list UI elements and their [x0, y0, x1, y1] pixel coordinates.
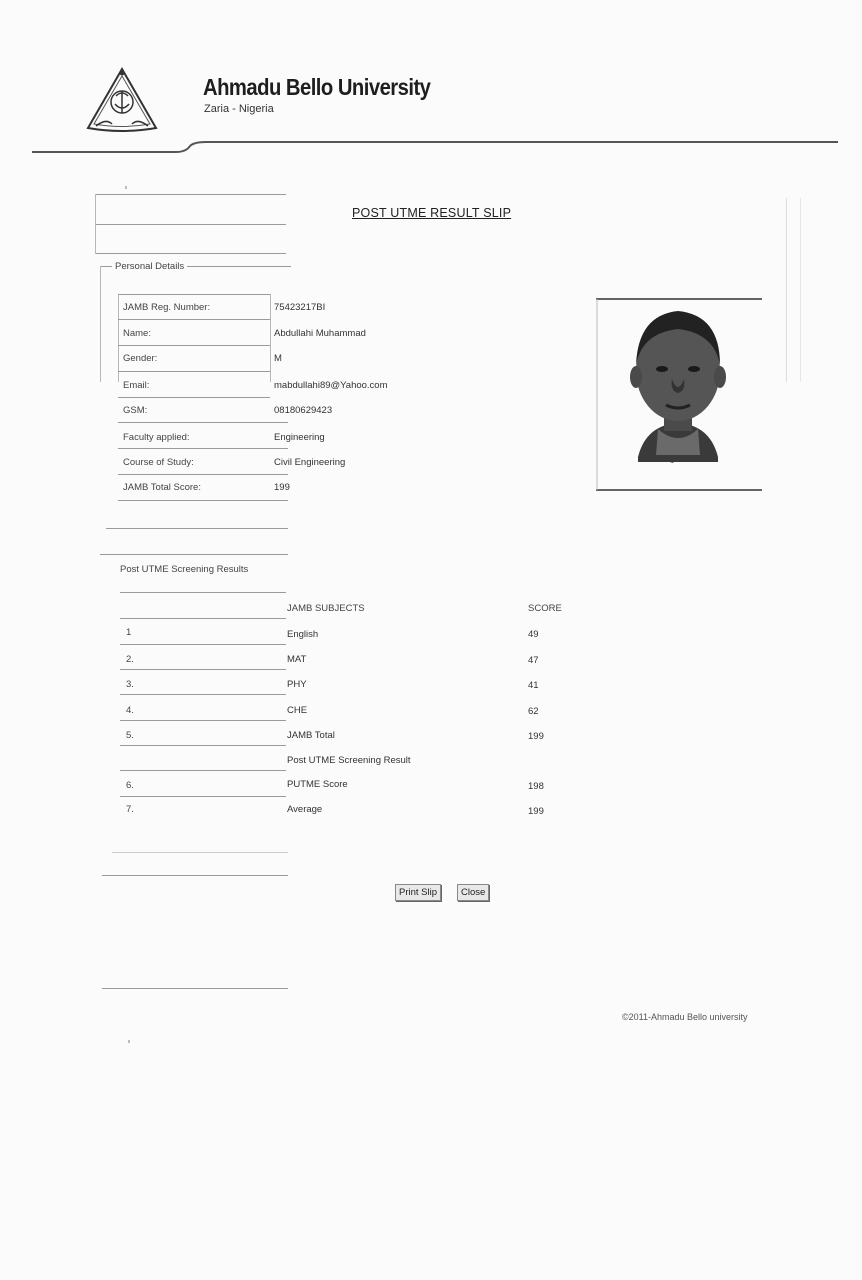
row-num: 6. — [126, 780, 134, 791]
print-slip-button[interactable]: Print Slip — [395, 884, 441, 901]
subject-score: 199 — [528, 731, 544, 742]
divider — [102, 875, 288, 876]
row-num: 5. — [126, 730, 134, 741]
subject-name: JAMB Total — [287, 730, 335, 741]
divider — [96, 253, 286, 254]
divider — [96, 224, 286, 225]
divider — [96, 194, 286, 195]
table-border — [118, 294, 270, 295]
subject-score: 47 — [528, 655, 539, 666]
header-divider — [0, 136, 862, 166]
close-button[interactable]: Close — [457, 884, 489, 901]
subject-score: 49 — [528, 629, 539, 640]
row-label-jamb-total: JAMB Total Score: — [123, 482, 201, 493]
subject-score: 198 — [528, 781, 544, 792]
row-num: 4. — [126, 705, 134, 716]
row-label-jamb-reg: JAMB Reg. Number: — [123, 302, 211, 313]
table-border — [270, 294, 271, 382]
subject-name: PUTME Score — [287, 779, 348, 790]
slip-title: POST UTME RESULT SLIP — [352, 206, 512, 220]
university-location: Zaria - Nigeria — [204, 103, 274, 115]
row-label-email: Email: — [123, 380, 150, 391]
subject-name: CHE — [287, 705, 308, 716]
row-value-gender: M — [274, 353, 282, 364]
row-label-faculty: Faculty applied: — [123, 432, 190, 443]
divider — [102, 988, 288, 989]
screening-results-label: Post UTME Screening Results — [117, 564, 251, 575]
divider — [112, 852, 288, 853]
col-header-subjects: JAMB SUBJECTS — [287, 603, 365, 614]
subject-score: 199 — [528, 806, 544, 817]
row-num: 1 — [126, 627, 132, 638]
subject-name: PHY — [287, 679, 307, 690]
row-value-faculty: Engineering — [274, 432, 325, 443]
row-value-jamb-total: 199 — [274, 482, 290, 493]
row-value-course: Civil Engineering — [274, 457, 346, 468]
col-header-score: SCORE — [528, 603, 562, 614]
subject-score: 62 — [528, 706, 539, 717]
fieldset-border — [100, 266, 101, 382]
row-label-gender: Gender: — [123, 353, 158, 364]
screening-subheading: Post UTME Screening Result — [287, 755, 411, 766]
copyright-footer: ©2011-Ahmadu Bello university — [622, 1012, 748, 1022]
divider — [120, 592, 286, 593]
row-label-gsm: GSM: — [123, 405, 148, 416]
divider — [95, 194, 96, 254]
subject-name: Average — [287, 804, 323, 815]
table-border — [118, 294, 119, 382]
row-value-name: Abdullahi Muhammad — [274, 328, 366, 339]
university-crest-icon — [82, 66, 162, 136]
university-name: Ahmadu Bello University — [203, 74, 431, 100]
row-label-name: Name: — [123, 328, 151, 339]
row-num: 3. — [126, 679, 134, 690]
row-num: 2. — [126, 654, 134, 665]
row-value-gsm: 08180629423 — [274, 405, 333, 416]
personal-details-label: Personal Details — [112, 261, 187, 272]
svg-text:α: α — [670, 458, 674, 465]
row-value-jamb-reg: 75423217BI — [274, 302, 326, 313]
row-num: 7. — [126, 804, 134, 815]
subject-score: 41 — [528, 680, 539, 691]
subject-name: MAT — [287, 654, 307, 665]
row-value-email: mabdullahi89@Yahoo.com — [274, 380, 388, 391]
passport-photo — [596, 297, 762, 492]
subject-name: English — [287, 629, 319, 640]
row-label-course: Course of Study: — [123, 457, 194, 468]
divider — [106, 528, 288, 529]
divider — [100, 554, 288, 555]
